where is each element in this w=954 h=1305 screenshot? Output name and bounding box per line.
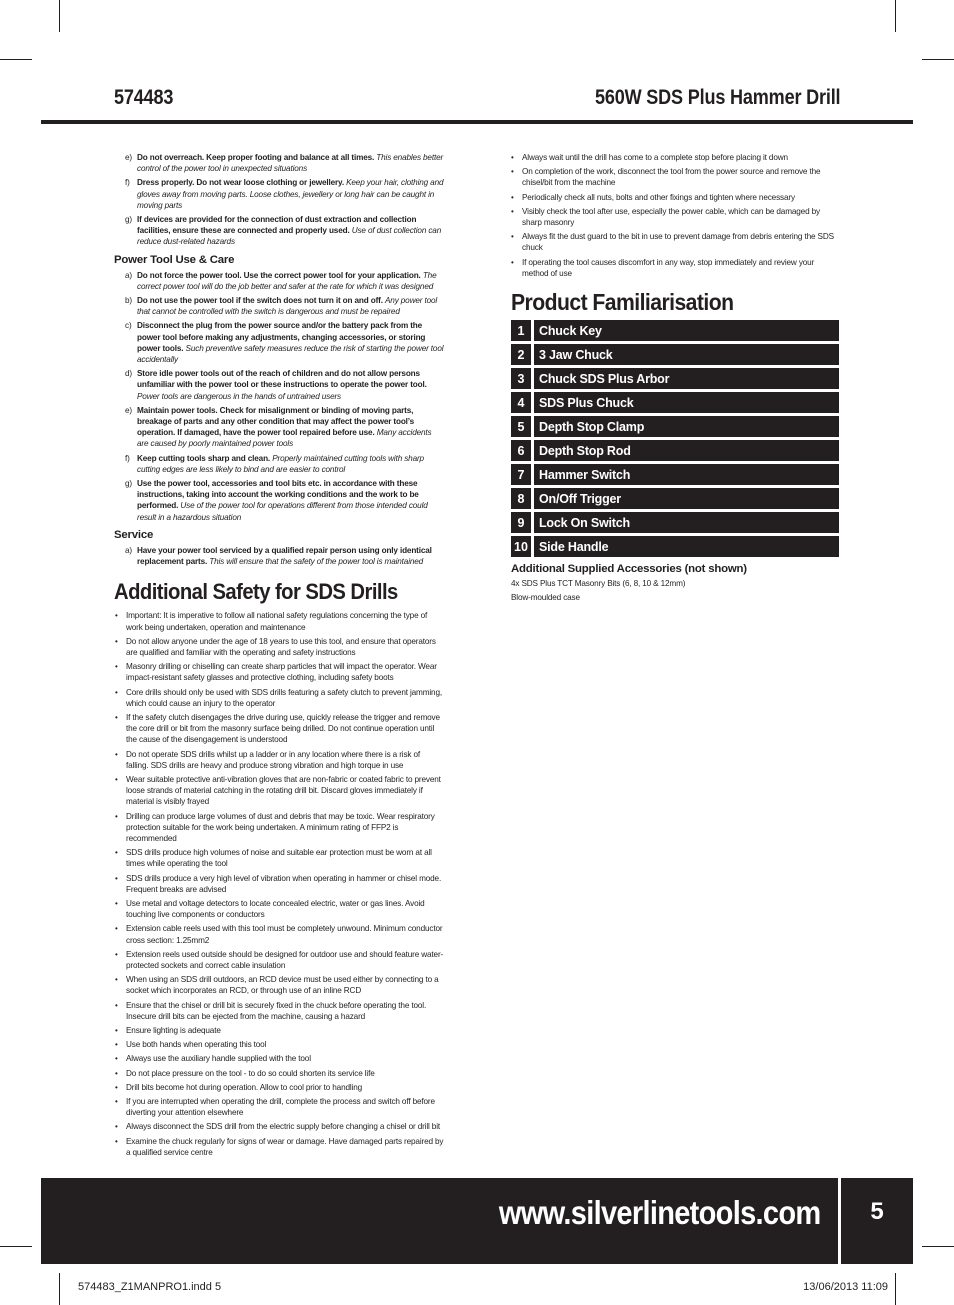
right-column	[511, 152, 839, 605]
bullet-icon: •	[115, 1097, 118, 1107]
usage-bullets	[511, 152, 839, 279]
bullet-icon: •	[115, 848, 118, 858]
list-item-text: Core drills should only be used with SDS drills featuring a safety clutch to prevent jamming, which could cause an injury to the operator	[126, 687, 442, 708]
list-item-text: Extension cable reels used with this tool must be completely unwound. Minimum conductor cross section: 1.25mm2	[126, 924, 443, 945]
list-item	[114, 1068, 444, 1079]
part-name: Depth Stop Clamp	[534, 416, 839, 437]
list-item	[511, 257, 839, 279]
list-item	[114, 610, 444, 632]
list-item	[114, 661, 444, 683]
part-row	[511, 464, 839, 485]
list-item: g) Use the power tool, accessories and tool bits etc. in accordance with these instructions, taking into account the working conditions and the work to be performed. Use of the power tool for operations different from those intended could result in a hazardous situation	[125, 479, 428, 522]
part-name: Depth Stop Rod	[534, 440, 839, 461]
bullet-icon: •	[115, 1054, 118, 1064]
crop-mark	[0, 1246, 32, 1247]
part-row	[511, 536, 839, 557]
bullet-icon: •	[115, 1136, 118, 1146]
list-item	[114, 1053, 444, 1064]
part-number: 2	[511, 344, 531, 365]
bullet-icon: •	[115, 712, 118, 722]
list-item	[114, 687, 444, 709]
accessories-heading: Additional Supplied Accessories (not shown)	[511, 563, 747, 576]
bullet-icon: •	[115, 924, 118, 934]
list-item-text: Always fit the dust guard to the bit in use to prevent damage from debris entering the SDS chuck	[522, 232, 834, 253]
list-item: c) Disconnect the plug from the power source and/or the battery pack from the power tool before making any adjustments, changing accessories, or storing power tools. Such preventive safety measures reduce the risk of starting the power tool accidentally	[125, 321, 444, 365]
list-item-text: When using an SDS drill outdoors, an RCD device must be used either by connecting to a socket which incorporates an RCD, or through use of an inline RCD	[126, 975, 439, 996]
bullet-icon: •	[115, 1000, 118, 1010]
bullet-icon: •	[511, 206, 514, 216]
list-item-text: Periodically check all nuts, bolts and other fixings and tighten where necessary	[522, 192, 795, 202]
list-item-text: Do not operate SDS drills whilst up a ladder or in any location where there is a risk of falling. SDS drills are heavy and produce strong vibration and high torque in use	[126, 749, 420, 770]
list-item	[114, 923, 444, 945]
part-number: 4	[511, 392, 531, 413]
part-number: 8	[511, 488, 531, 509]
bullet-icon: •	[115, 1082, 118, 1092]
product-familiarisation-heading: Product Familiarisation	[511, 289, 734, 316]
list-item	[114, 636, 444, 658]
list-item-text: Do not allow anyone under the age of 18 years to use this tool, and ensure that operators are qualified and familiar with the operating and safety instructions	[126, 636, 436, 657]
list-item-text: Examine the chuck regularly for signs of wear or damage. Have damaged parts repaired by a qualified service centre	[126, 1136, 444, 1157]
bullet-icon: •	[115, 898, 118, 908]
bullet-icon: •	[115, 687, 118, 697]
list-item: f) Dress properly. Do not wear loose clothing or jewellery. Keep your hair, clothing and gloves away from moving parts. Loose clothes, jewellery or long hair can be caught in moving parts	[125, 178, 444, 210]
bullet-icon: •	[115, 1026, 118, 1035]
list-item	[114, 811, 444, 845]
bullet-icon: •	[115, 662, 118, 672]
list-item-text: Ensure that the chisel or drill bit is securely fixed in the chuck before operating the tool. Insecure drill bits can be ejected from the machine, causing a hazard	[126, 1000, 427, 1021]
power-tool-heading: Power Tool Use & Care	[114, 253, 235, 266]
list-item: g) If devices are provided for the connection of dust extraction and collection facilities, ensure these are connected and properly used. Use of dust collection can reduce dust-related hazards	[125, 215, 442, 247]
part-row	[511, 512, 839, 533]
list-item-text: Masonry drilling or chiselling can create sharp particles that will impact the operator. Wear impact-resistant safety glasses and protective clothing, including safety boots	[126, 662, 437, 683]
service-list	[114, 545, 444, 567]
crop-mark	[0, 59, 32, 60]
list-item-text: Use both hands when operating this tool	[126, 1040, 267, 1050]
footer-bar	[41, 1178, 913, 1264]
bullet-icon: •	[115, 975, 118, 985]
list-item-text: Always wait until the drill has come to a complete stop before placing it down	[522, 153, 788, 162]
list-item: a) Have your power tool serviced by a qualified repair person using only identical replacement parts. This will ensure that the safety of the power tool is maintained	[125, 545, 432, 567]
list-item	[114, 974, 444, 996]
bullet-icon: •	[115, 1040, 118, 1050]
list-item	[511, 231, 839, 253]
list-item-text: Wear suitable protective anti-vibration gloves that are non-fabric or coated fabric to prevent loose strands of material catching in the rotating drill bit. Discard gloves immediately if material is visibly frayed	[126, 774, 441, 807]
list-item: d) Store idle power tools out of the reach of children and do not allow persons unfamiliar with the power tool or these instructions to operate the power tool. Power tools are dangerous in the hands of untrained users	[125, 369, 427, 401]
bullet-icon: •	[511, 167, 514, 177]
bullet-icon: •	[115, 1068, 118, 1078]
part-name: On/Off Trigger	[534, 488, 839, 509]
list-item-text: If operating the tool causes discomfort in any way, stop immediately and review your method of use	[522, 257, 815, 278]
list-item: f) Keep cutting tools sharp and clean. Properly maintained cutting tools with sharp cutting edges are less likely to bind and are easier to control	[125, 453, 424, 474]
list-item	[114, 774, 444, 808]
crop-mark	[922, 59, 954, 60]
service-heading: Service	[114, 528, 154, 541]
list-item-text: Extension reels used outside should be designed for outdoor use and should feature water-protected sockets and correct cable insulation	[126, 949, 444, 970]
part-number: 3	[511, 368, 531, 389]
list-item	[114, 1096, 444, 1118]
list-item	[511, 152, 839, 163]
part-row	[511, 392, 839, 413]
list-item	[114, 847, 444, 869]
list-item-text: SDS drills produce high volumes of noise and suitable ear protection must be worn at all times while operating the tool	[126, 848, 432, 869]
list-item: a) Do not force the power tool. Use the correct power tool for your application. The correct power tool will do the job better and safer at the rate for which it was designed	[125, 270, 437, 291]
left-column	[114, 152, 444, 1161]
list-item-text: Use metal and voltage detectors to locate concealed electric, water or gas lines. Avoid touching live components or conductors	[126, 898, 425, 920]
part-number: 7	[511, 464, 531, 485]
list-item: e) Maintain power tools. Check for misalignment or binding of moving parts, breakage of parts and any other condition that may affect the power tool’s operation. If damaged, have the power tool repaired before use. Many accidents are caused by poorly maintained power tools	[125, 405, 432, 449]
part-number: 5	[511, 416, 531, 437]
part-row	[511, 416, 839, 437]
bullet-icon: •	[511, 153, 514, 162]
crop-mark	[59, 1273, 60, 1305]
crop-mark	[895, 1273, 896, 1305]
list-item	[114, 1025, 444, 1036]
part-name: SDS Plus Chuck	[534, 392, 839, 413]
crop-mark	[895, 0, 896, 32]
header-rule	[41, 120, 913, 124]
list-item-text: Do not place pressure on the tool - to do so could shorten its service life	[126, 1068, 375, 1078]
part-number: 6	[511, 440, 531, 461]
page-number: 5	[870, 1198, 884, 1225]
list-item	[114, 898, 444, 920]
list-item-text: On completion of the work, disconnect the tool from the power source and remove the chisel/bit from the machine	[522, 167, 821, 188]
power-tool-list	[114, 270, 444, 523]
bullet-icon: •	[115, 1122, 118, 1132]
part-number: 9	[511, 512, 531, 533]
list-item	[114, 749, 444, 771]
bullet-icon: •	[511, 232, 514, 242]
list-item	[511, 192, 839, 203]
bullet-icon: •	[115, 811, 118, 821]
list-item	[114, 712, 444, 746]
part-row	[511, 320, 839, 341]
list-item	[114, 873, 444, 895]
parts-list	[511, 320, 839, 557]
list-item	[114, 1136, 444, 1158]
part-name: Chuck SDS Plus Arbor	[534, 368, 839, 389]
list-item-text: Drilling can produce large volumes of dust and debris that may be toxic. Wear respiratory protection suitable for the work being undertaken. A minimum rating of FFP2 is recommended	[126, 811, 435, 843]
list-item	[114, 1121, 444, 1132]
list-item-text: Important: It is imperative to follow all national safety regulations concerning the type of work being undertaken, operation and maintenance	[126, 611, 428, 632]
sds-safety-list	[114, 610, 444, 1158]
bullet-icon: •	[115, 636, 118, 646]
part-row	[511, 344, 839, 365]
list-item	[511, 206, 839, 228]
list-item-text: If the safety clutch disengages the drive during use, quickly release the trigger and remove the core drill or bit from the masonry surface being drilled. Do not continue operation until the cause of the disengagement is understood	[126, 712, 440, 745]
list-item	[511, 166, 839, 188]
crop-mark	[922, 1246, 954, 1247]
list-item	[114, 1000, 444, 1022]
bullet-icon: •	[115, 774, 118, 784]
product-code: 574483	[114, 86, 174, 109]
bullet-icon: •	[115, 749, 118, 759]
list-item-text: If you are interrupted when operating the drill, complete the process and switch off before diverting your attention elsewhere	[126, 1097, 435, 1118]
part-name: Lock On Switch	[534, 512, 839, 533]
part-name: Chuck Key	[534, 320, 839, 341]
list-item-text: Always use the auxiliary handle supplied with the tool	[126, 1054, 311, 1064]
part-name: 3 Jaw Chuck	[534, 344, 839, 365]
bullet-icon: •	[115, 873, 118, 883]
bullet-icon: •	[115, 611, 118, 621]
part-row	[511, 488, 839, 509]
part-number: 1	[511, 320, 531, 341]
list-item-text: SDS drills produce a very high level of vibration when operating in hammer or chisel mode. Frequent breaks are advised	[126, 873, 442, 894]
personal-safety-list	[114, 152, 444, 248]
list-item: b) Do not use the power tool if the switch does not turn it on and off. Any power tool that cannot be controlled with the switch is dangerous and must be repaired	[125, 296, 438, 317]
list-item-text: Drill bits become hot during operation. Allow to cool prior to handling	[126, 1082, 363, 1092]
part-number: 10	[511, 536, 531, 557]
list-item: e) Do not overreach. Keep proper footing and balance at all times. This enables better control of the power tool in unexpected situations	[125, 153, 444, 174]
list-item-text: Always disconnect the SDS drill from the electric supply before changing a chisel or drill bit	[126, 1122, 441, 1132]
slug-date: 13/06/2013 11:09	[803, 1281, 888, 1293]
accessory-item: 4x SDS Plus TCT Masonry Bits (6, 8, 10 & 12mm)	[511, 579, 686, 589]
bullet-icon: •	[115, 949, 118, 959]
accessory-item: Blow-moulded case	[511, 593, 580, 603]
list-item	[114, 949, 444, 971]
list-item-text: Visibly check the tool after use, especially the power cable, which can be damaged by sharp masonry	[522, 206, 820, 228]
page-header	[114, 86, 840, 114]
bullet-icon: •	[511, 257, 514, 267]
list-item-text: Ensure lighting is adequate	[126, 1026, 221, 1035]
website-url: www.silverlinetools.com	[498, 1194, 820, 1231]
part-row	[511, 368, 839, 389]
product-title: 560W SDS Plus Hammer Drill	[594, 86, 840, 109]
part-name: Side Handle	[534, 536, 839, 557]
slug-file: 574483_Z1MANPRO1.indd 5	[78, 1281, 222, 1293]
list-item	[114, 1082, 444, 1093]
sds-safety-heading: Additional Safety for SDS Drills	[114, 579, 398, 605]
list-item	[114, 1039, 444, 1050]
part-name: Hammer Switch	[534, 464, 839, 485]
crop-mark	[59, 0, 60, 32]
part-row	[511, 440, 839, 461]
bullet-icon: •	[511, 192, 514, 202]
